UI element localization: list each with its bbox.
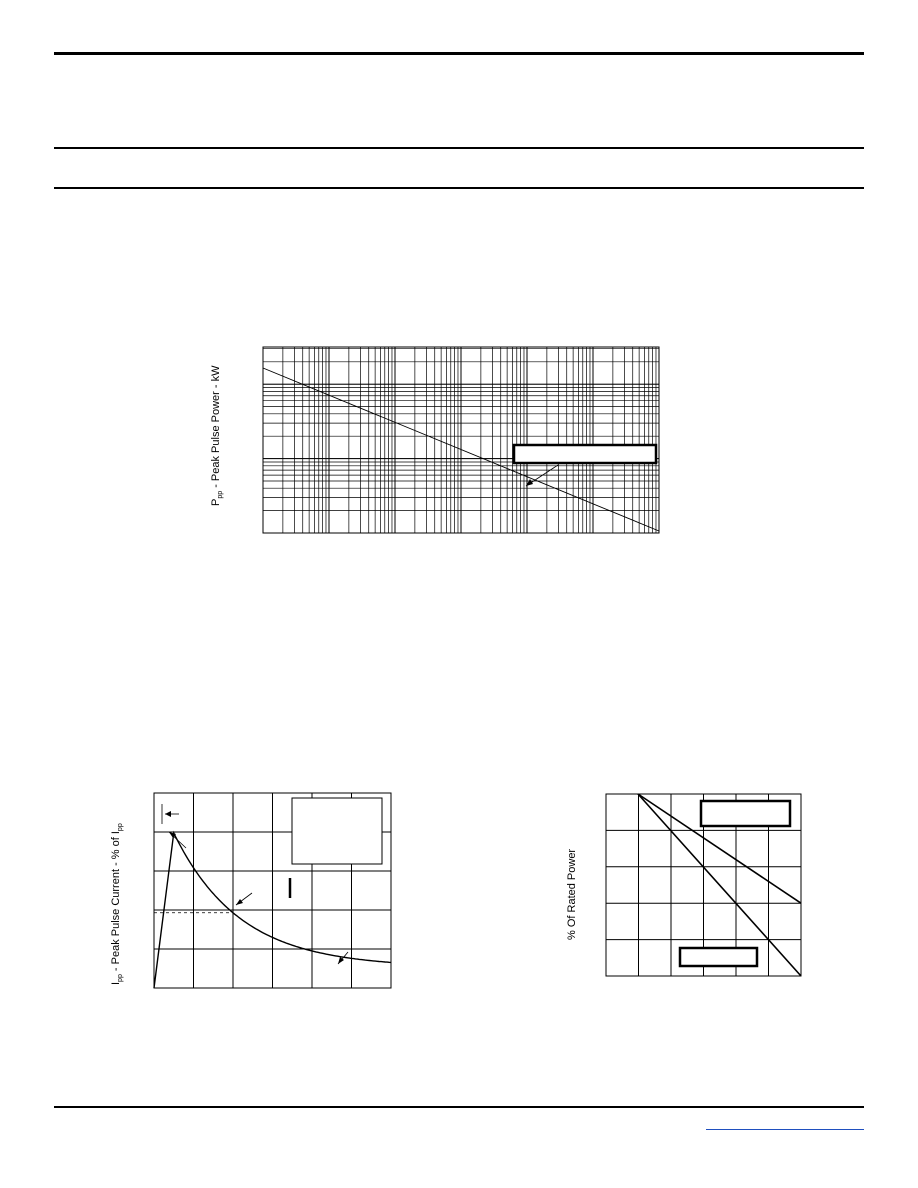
- footer-rule: [54, 1106, 864, 1108]
- header-rule-top: [54, 52, 864, 55]
- fig3-legend-box-top: [701, 801, 790, 826]
- fig2-legend-box: [292, 798, 382, 864]
- footer-link-underline[interactable]: [706, 1129, 864, 1130]
- header-rule-bottom: [54, 187, 864, 189]
- fig1-y-axis-label: $P_{pp}$ - Peak Pulse Power - kW: [210, 365, 225, 506]
- fig2-half-arrowhead: [236, 899, 243, 905]
- fig2-tr-marker-arrowhead: [165, 811, 171, 817]
- fig3-legend-box-bottom: [680, 948, 757, 966]
- header-rule-middle: [54, 147, 864, 149]
- fig2-y-axis-label: $I_{pp}$ - Peak Pulse Current - % of $I_{pp}$: [110, 823, 125, 985]
- fig1-annotation-box: [514, 445, 656, 463]
- fig3-chart: [605, 793, 803, 978]
- fig2-chart: [152, 792, 394, 991]
- fig3-y-axis-label: % Of Rated Power: [566, 848, 578, 940]
- fig1-chart: [262, 346, 660, 535]
